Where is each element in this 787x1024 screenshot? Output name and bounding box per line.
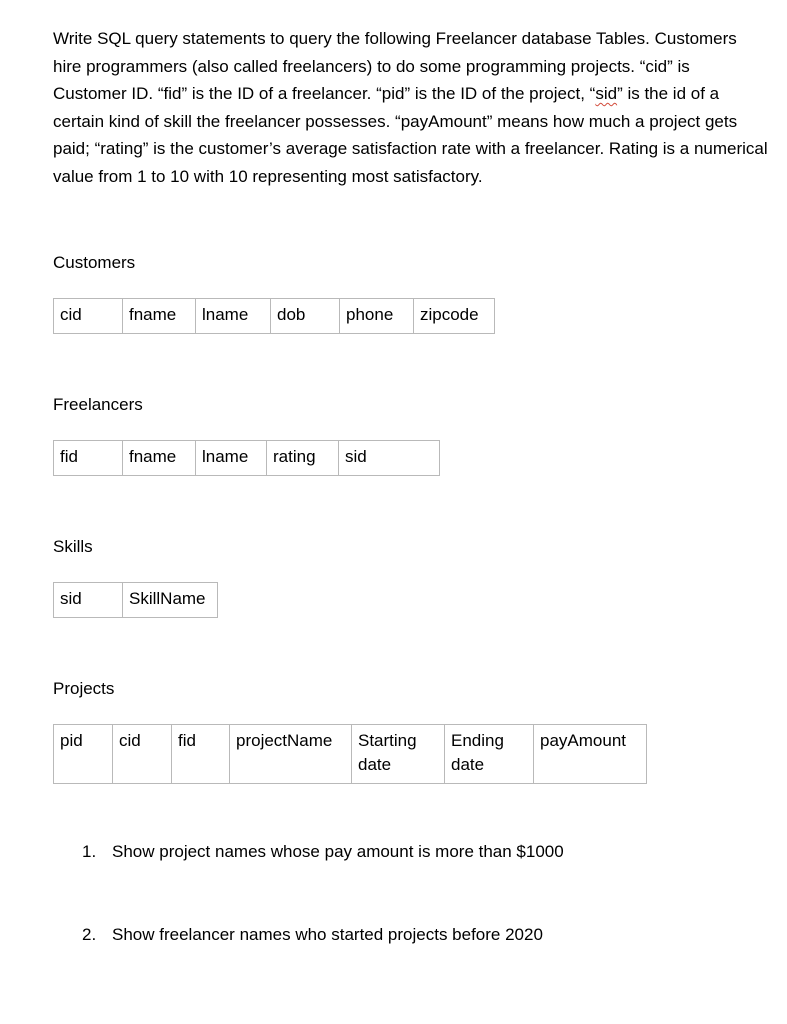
column-fid: fid <box>172 725 230 784</box>
customers-table-title: Customers <box>53 253 136 272</box>
table-row <box>54 299 495 334</box>
column-cid: cid <box>113 725 172 784</box>
skills-schema-table <box>53 582 218 618</box>
list-item <box>82 842 564 862</box>
column-phone: phone <box>340 299 414 334</box>
customers-schema-table <box>53 298 495 334</box>
list-item <box>82 925 564 945</box>
question-text: Show freelancer names who started projects before 2020 <box>112 925 543 944</box>
intro-text-part2: ” is the id of a certain kind of skill the freelancer possesses. “payAmount” means how much a project gets paid; “rating” is the customer’s average satisfaction rate with a freelancer. Rating is a numerical value from 1 to 10 with 10 representing most satisfactory. <box>53 84 768 186</box>
column-payamount: payAmount <box>534 725 647 784</box>
projects-schema-table <box>53 724 647 784</box>
question-number: 1. <box>82 842 97 861</box>
table-row <box>54 583 218 618</box>
column-pid: pid <box>54 725 113 784</box>
column-ending-date: Ending date <box>445 725 534 784</box>
freelancers-table-title: Freelancers <box>53 395 143 414</box>
table-row <box>54 725 647 784</box>
skills-table-title: Skills <box>53 537 93 556</box>
freelancers-schema-table <box>53 440 440 476</box>
column-starting-date: Starting date <box>352 725 445 784</box>
column-dob: dob <box>271 299 340 334</box>
intro-text-part1: Write SQL query statements to query the following Freelancer database Tables. Customers hire programmers (also called freelancers) to do some programming projects. “cid” is Customer ID. “fid” is the ID of a freelancer. “pid” is the ID of the project, “ <box>53 29 737 104</box>
question-number: 2. <box>82 925 97 944</box>
table-row <box>54 441 440 476</box>
column-fname: fname <box>123 441 196 476</box>
spellcheck-flag-sid: sid <box>595 84 618 104</box>
column-cid: cid <box>54 299 123 334</box>
column-lname: lname <box>196 441 267 476</box>
column-fname: fname <box>123 299 196 334</box>
column-sid: sid <box>54 583 123 618</box>
column-sid: sid <box>339 441 440 476</box>
column-lname: lname <box>196 299 271 334</box>
question-text: Show project names whose pay amount is more than $1000 <box>112 842 564 861</box>
column-zipcode: zipcode <box>414 299 495 334</box>
column-skillname: SkillName <box>123 583 218 618</box>
column-projectname: projectName <box>230 725 352 784</box>
column-fid: fid <box>54 441 123 476</box>
intro-paragraph <box>53 25 768 191</box>
question-list <box>82 842 564 945</box>
projects-table-title: Projects <box>53 679 115 698</box>
column-rating: rating <box>267 441 339 476</box>
